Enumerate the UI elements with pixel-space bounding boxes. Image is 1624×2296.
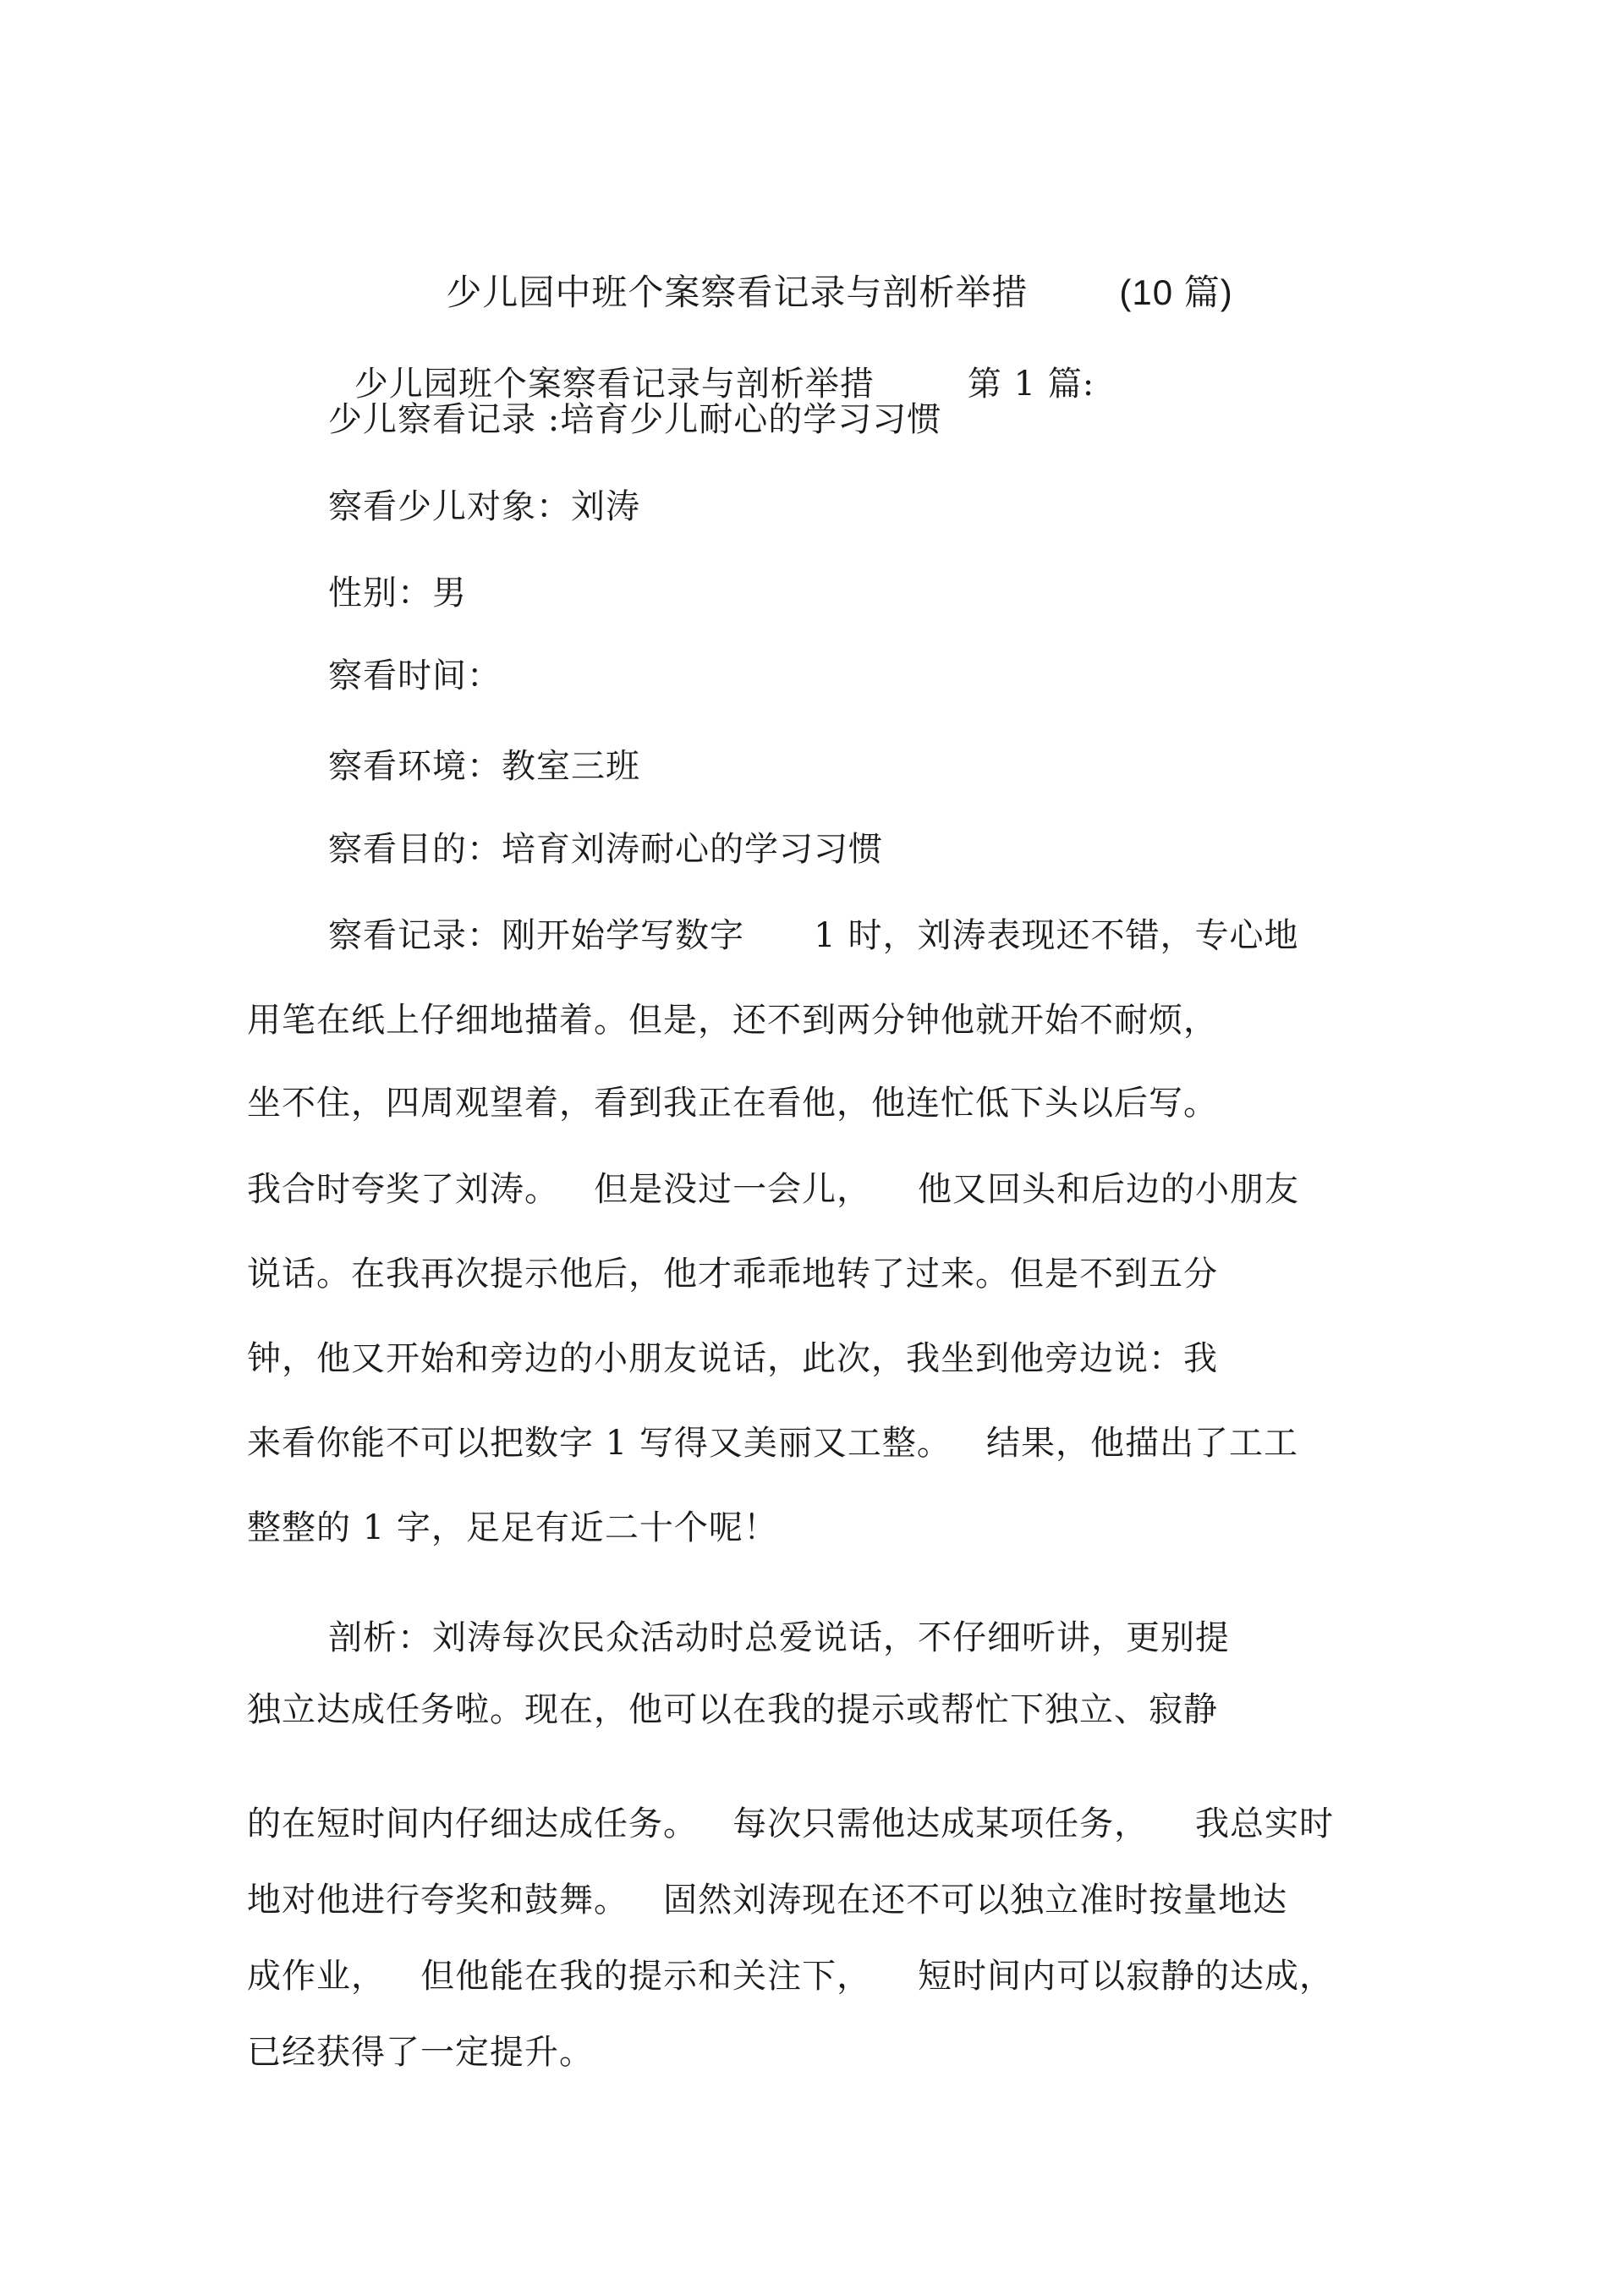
record-line: 说话。在我再次提示他后，他才乖乖地转了过来。但是不到五分 xyxy=(247,1255,1218,1294)
record-line: 我合时夸奖了刘涛。 但是没过一会儿， 他又回头和后边的小朋友 xyxy=(247,1170,1300,1209)
field-environment: 察看环境：教室三班 xyxy=(328,747,640,786)
field-gender: 性别：男 xyxy=(328,574,467,612)
field-subject: 察看少儿对象：刘涛 xyxy=(328,487,640,526)
analysis-line: 已经获得了一定提升。 xyxy=(247,2033,594,2072)
analysis-line: 成作业， 但他能在我的提示和关注下， 短时间内可以寂静的达成， xyxy=(247,1957,1335,1996)
record-line: 坐不住，四周观望着，看到我正在看他，他连忙低下头以后写。 xyxy=(247,1084,1218,1123)
record-line: 用笔在纸上仔细地描着。但是，还不到两分钟他就开始不耐烦， xyxy=(247,1001,1218,1040)
document-title-suffix: (10 篇) xyxy=(1119,272,1233,312)
record-line: 察看记录：刚开始学写数字 1 时，刘涛表现还不错，专心地 xyxy=(328,916,1299,955)
record-line: 钟，他又开始和旁边的小朋友说话，此次，我坐到他旁边说：我 xyxy=(247,1339,1218,1378)
field-time: 察看时间： xyxy=(328,656,502,695)
record-line: 整整的 1 字，足足有近二十个呢！ xyxy=(247,1508,778,1547)
analysis-line: 剖析：刘涛每次民众活动时总爱说话，不仔细听讲，更别提 xyxy=(328,1618,1230,1657)
record-line: 来看你能不可以把数字 1 写得又美丽又工整。 结果，他描出了工工 xyxy=(247,1424,1299,1463)
section-heading-text: 少儿园班个案察看记录与剖析举措 xyxy=(354,365,875,404)
document-title-text: 少儿园中班个案察看记录与剖析举措 xyxy=(446,272,1029,313)
analysis-line: 独立达成任务啦。现在，他可以在我的提示或帮忙下独立、寂静 xyxy=(247,1690,1218,1729)
analysis-line: 地对他进行夸奖和鼓舞。 固然刘涛现在还不可以独立准时按量地达 xyxy=(247,1881,1288,1920)
section-heading-suffix: 第 1 篇: xyxy=(967,365,1095,404)
field-purpose: 察看目的：培育刘涛耐心的学习习惯 xyxy=(328,830,883,869)
record-subheading: 少儿察看记录 :培育少儿耐心的学习习惯 xyxy=(328,400,942,439)
analysis-line: 的在短时间内仔细达成任务。 每次只需他达成某项任务， 我总实时 xyxy=(247,1804,1335,1843)
